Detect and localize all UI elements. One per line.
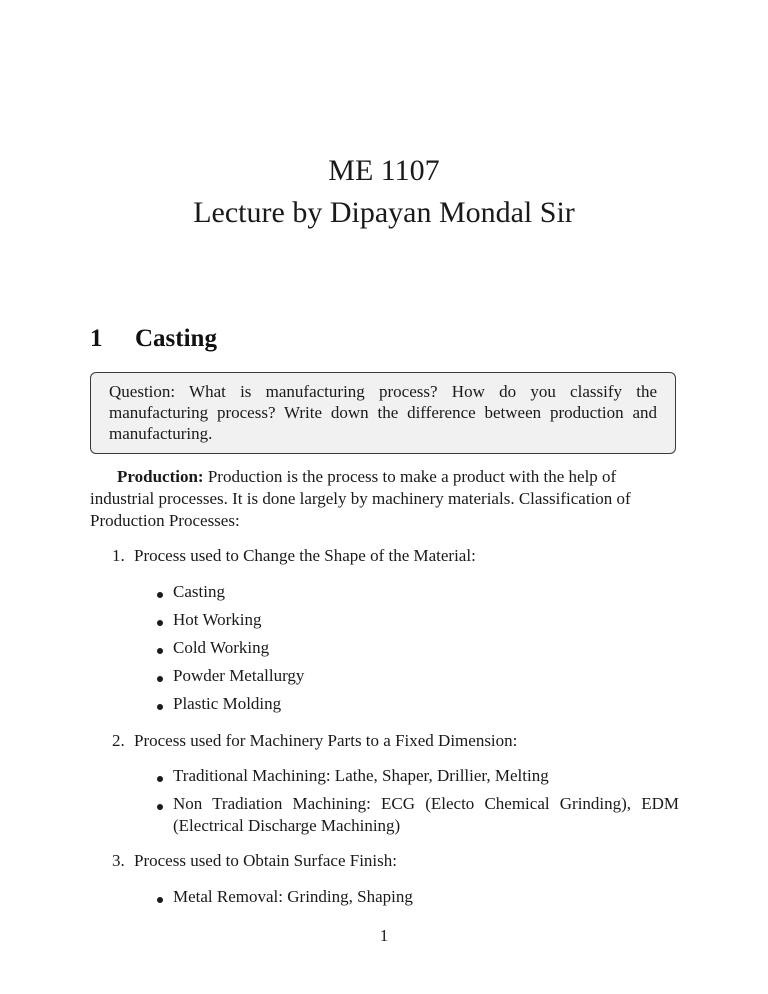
list-item-1-heading: Process used to Change the Shape of the Material: xyxy=(134,546,476,565)
section-title: Casting xyxy=(135,325,217,352)
bullet-item: Traditional Machining: Lathe, Shaper, Drillier, Melting xyxy=(173,766,549,785)
bullet-item: Casting xyxy=(173,582,225,601)
production-text: Production is the process to make a product with the help of industrial processes. It is done largely by machinery materials. Classification of Production Processes: xyxy=(90,467,631,530)
bullet-icon xyxy=(157,897,163,903)
list-item-1-number: 1. xyxy=(112,546,125,565)
lecture-subtitle: Lecture by Dipayan Mondal Sir xyxy=(193,196,575,229)
section-heading xyxy=(90,322,217,356)
question-box: Question: What is manufacturing process? How do you classify the manufacturing process? Write down the difference between production and manufacturing. xyxy=(90,372,676,454)
list-item-2-heading: Process used for Machinery Parts to a Fixed Dimension: xyxy=(134,731,518,750)
list-item-3-heading: Process used to Obtain Surface Finish: xyxy=(134,851,397,870)
bullet-item: Non Tradiation Machining: ECG (Electo Chemical Grinding), EDM (Electrical Discharge Machining) xyxy=(173,794,679,835)
production-paragraph xyxy=(90,466,678,532)
page-number: 1 xyxy=(379,926,389,945)
bullet-icon xyxy=(157,648,163,654)
bullet-icon xyxy=(157,620,163,626)
section-number: 1 xyxy=(90,325,103,352)
bullet-icon xyxy=(157,676,163,682)
list-item-2 xyxy=(112,730,517,752)
document-title xyxy=(0,150,768,234)
bullet-icon xyxy=(157,776,163,782)
bullet-item: Powder Metallurgy xyxy=(173,666,305,685)
bullet-icon xyxy=(157,592,163,598)
list-item-3 xyxy=(112,850,397,872)
course-code: ME 1107 xyxy=(328,154,440,187)
bullet-item: Hot Working xyxy=(173,610,262,629)
list-item-3-number: 3. xyxy=(112,851,125,870)
bullet-item: Metal Removal: Grinding, Shaping xyxy=(173,887,413,906)
list-item-1 xyxy=(112,545,476,567)
bullet-item: Plastic Molding xyxy=(173,694,282,713)
list-item-2-number: 2. xyxy=(112,731,125,750)
bullet-item: Cold Working xyxy=(173,638,270,657)
bullet-icon xyxy=(157,704,163,710)
production-term: Production: xyxy=(117,467,204,486)
bullet-icon xyxy=(157,804,163,810)
